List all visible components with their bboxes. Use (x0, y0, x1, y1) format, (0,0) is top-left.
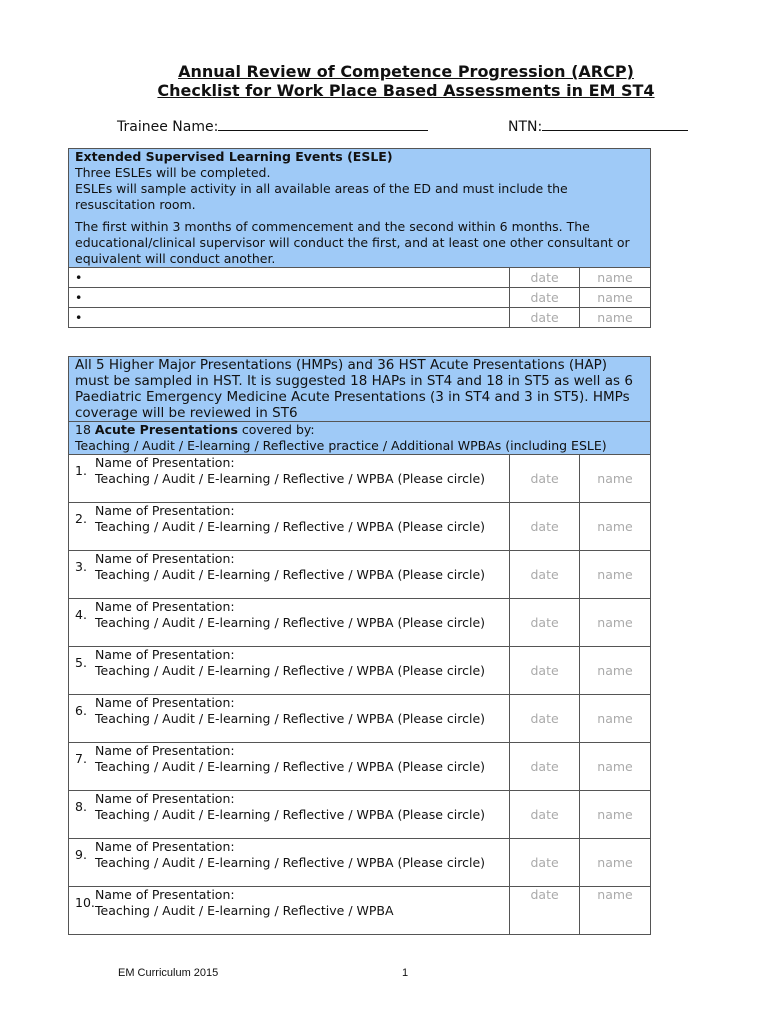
presentation-cell[interactable] (69, 503, 510, 551)
presentation-item (75, 743, 503, 775)
esle-header-cell (69, 149, 651, 268)
name-field[interactable]: name (580, 839, 651, 887)
name-field[interactable]: name (580, 791, 651, 839)
presentation-row (69, 455, 651, 503)
name-field[interactable]: name (580, 455, 651, 503)
presentation-methods: Teaching / Audit / E-learning / Reflective / WPBA (Please circle) (95, 759, 486, 774)
presentation-row (69, 887, 651, 935)
date-field[interactable]: date (510, 887, 580, 935)
name-field[interactable]: name (580, 288, 651, 308)
date-field[interactable]: date (510, 647, 580, 695)
trainee-name-line[interactable] (218, 116, 428, 131)
esle-line3: The first within 3 months of commencement and the second within 6 months. The educational/clinical supervisor will conduct the first, and at least one other consultant or equivalent will conduct another. (75, 219, 630, 266)
date-field[interactable]: date (510, 551, 580, 599)
presentation-name-label: Name of Presentation: (95, 791, 235, 806)
page-number: 1 (402, 967, 409, 979)
name-field[interactable]: name (580, 695, 651, 743)
presentation-number: 10. (75, 895, 95, 910)
presentation-number: 9. (75, 847, 87, 862)
acute-label: Acute Presentations (94, 422, 238, 437)
presentation-item (75, 647, 503, 679)
document-title-line1: Annual Review of Competence Progression (ARCP) (178, 62, 634, 81)
presentation-item (75, 887, 503, 919)
date-field[interactable]: date (510, 791, 580, 839)
esle-bullet[interactable]: • (69, 268, 510, 288)
esle-heading: Extended Supervised Learning Events (ESLE) (75, 149, 393, 164)
presentation-methods: Teaching / Audit / E-learning / Reflective / WPBA (Please circle) (95, 711, 486, 726)
presentation-methods: Teaching / Audit / E-learning / Reflective / WPBA (Please circle) (95, 855, 486, 870)
esle-table (68, 148, 651, 328)
date-field[interactable]: date (510, 599, 580, 647)
presentation-text (95, 503, 503, 535)
ntn-label: NTN: (508, 119, 543, 135)
name-field[interactable]: name (580, 308, 651, 328)
presentation-name-label: Name of Presentation: (95, 887, 235, 902)
presentation-text (95, 839, 503, 871)
date-field[interactable]: date (510, 288, 580, 308)
presentation-name-label: Name of Presentation: (95, 647, 235, 662)
presentation-cell[interactable] (69, 599, 510, 647)
presentation-item (75, 839, 503, 871)
presentation-number: 6. (75, 703, 87, 718)
name-field[interactable]: name (580, 268, 651, 288)
presentation-number: 7. (75, 751, 87, 766)
presentation-row (69, 551, 651, 599)
presentation-name-label: Name of Presentation: (95, 551, 235, 566)
presentation-item (75, 791, 503, 823)
esle-bullet[interactable]: • (69, 308, 510, 328)
presentation-text (95, 887, 503, 919)
date-field[interactable]: date (510, 308, 580, 328)
name-field[interactable]: name (580, 551, 651, 599)
acute-header-cell (69, 422, 651, 455)
presentation-cell[interactable] (69, 695, 510, 743)
date-field[interactable]: date (510, 695, 580, 743)
name-field[interactable]: name (580, 743, 651, 791)
presentation-number: 8. (75, 799, 87, 814)
esle-line2: ESLEs will sample activity in all available areas of the ED and must include the resuscitation room. (75, 181, 568, 212)
esle-row (69, 268, 651, 288)
esle-line1: Three ESLEs will be completed. (75, 165, 271, 180)
presentation-cell[interactable] (69, 551, 510, 599)
acute-count: 18 (75, 422, 91, 437)
name-field[interactable]: name (580, 503, 651, 551)
presentation-text (95, 455, 503, 487)
presentation-number: 5. (75, 655, 87, 670)
presentation-name-label: Name of Presentation: (95, 839, 235, 854)
presentation-item (75, 455, 503, 487)
ntn-line[interactable] (542, 116, 688, 131)
presentation-cell[interactable] (69, 839, 510, 887)
date-field[interactable]: date (510, 839, 580, 887)
presentation-text (95, 551, 503, 583)
esle-row (69, 308, 651, 328)
trainee-name-field[interactable] (117, 116, 428, 135)
presentation-item (75, 503, 503, 535)
presentation-text (95, 743, 503, 775)
presentation-item (75, 551, 503, 583)
presentation-methods: Teaching / Audit / E-learning / Reflective / WPBA (Please circle) (95, 663, 486, 678)
presentation-row (69, 503, 651, 551)
presentation-methods: Teaching / Audit / E-learning / Reflective / WPBA (Please circle) (95, 807, 486, 822)
presentation-methods: Teaching / Audit / E-learning / Reflective / WPBA (95, 903, 394, 918)
footer-text: EM Curriculum 2015 (118, 967, 219, 979)
presentation-row (69, 791, 651, 839)
presentation-row (69, 647, 651, 695)
hmp-intro: All 5 Higher Major Presentations (HMPs) and 36 HST Acute Presentations (HAP) must be sampled in HST. It is suggested 18 HAPs in ST4 and 18 in ST5 as well as 6 Paediatric Emergency Medicine Acute Presentations (3 in ST4 and 3 in ST5). HMPs coverage will be reviewed in ST6 (75, 357, 633, 421)
presentation-number: 1. (75, 463, 87, 478)
presentation-number: 3. (75, 559, 87, 574)
date-field[interactable]: date (510, 455, 580, 503)
presentation-name-label: Name of Presentation: (95, 743, 235, 758)
name-field[interactable]: name (580, 647, 651, 695)
hmp-intro-cell (69, 357, 651, 422)
acute-methods: Teaching / Audit / E-learning / Reflective practice / Additional WPBAs (including ESLE) (75, 438, 607, 453)
ntn-field[interactable] (508, 116, 688, 135)
date-field[interactable]: date (510, 268, 580, 288)
name-field[interactable]: name (580, 887, 651, 935)
presentation-text (95, 599, 503, 631)
presentation-methods: Teaching / Audit / E-learning / Reflective / WPBA (Please circle) (95, 615, 486, 630)
presentation-row (69, 695, 651, 743)
presentation-row (69, 743, 651, 791)
esle-bullet[interactable]: • (69, 288, 510, 308)
presentation-name-label: Name of Presentation: (95, 503, 235, 518)
date-field[interactable]: date (510, 503, 580, 551)
presentation-item (75, 695, 503, 727)
presentation-row (69, 599, 651, 647)
presentation-text (95, 647, 503, 679)
presentation-cell[interactable] (69, 887, 510, 935)
presentation-methods: Teaching / Audit / E-learning / Reflective / WPBA (Please circle) (95, 567, 486, 582)
presentation-methods: Teaching / Audit / E-learning / Reflective / WPBA (Please circle) (95, 471, 486, 486)
presentation-cell[interactable] (69, 455, 510, 503)
presentation-text (95, 695, 503, 727)
presentation-cell[interactable] (69, 791, 510, 839)
presentation-name-label: Name of Presentation: (95, 455, 235, 470)
trainee-name-label: Trainee Name: (117, 119, 219, 135)
presentation-item (75, 599, 503, 631)
esle-row (69, 288, 651, 308)
document-title-line2: Checklist for Work Place Based Assessments in EM ST4 (157, 81, 655, 100)
presentation-number: 2. (75, 511, 87, 526)
presentation-number: 4. (75, 607, 87, 622)
presentation-cell[interactable] (69, 743, 510, 791)
presentation-name-label: Name of Presentation: (95, 599, 235, 614)
presentation-cell[interactable] (69, 647, 510, 695)
presentation-name-label: Name of Presentation: (95, 695, 235, 710)
date-field[interactable]: date (510, 743, 580, 791)
covered-by: covered by: (241, 422, 315, 437)
presentation-text (95, 791, 503, 823)
name-field[interactable]: name (580, 599, 651, 647)
acute-presentations-table (68, 356, 651, 935)
presentation-methods: Teaching / Audit / E-learning / Reflective / WPBA (Please circle) (95, 519, 486, 534)
presentation-row (69, 839, 651, 887)
